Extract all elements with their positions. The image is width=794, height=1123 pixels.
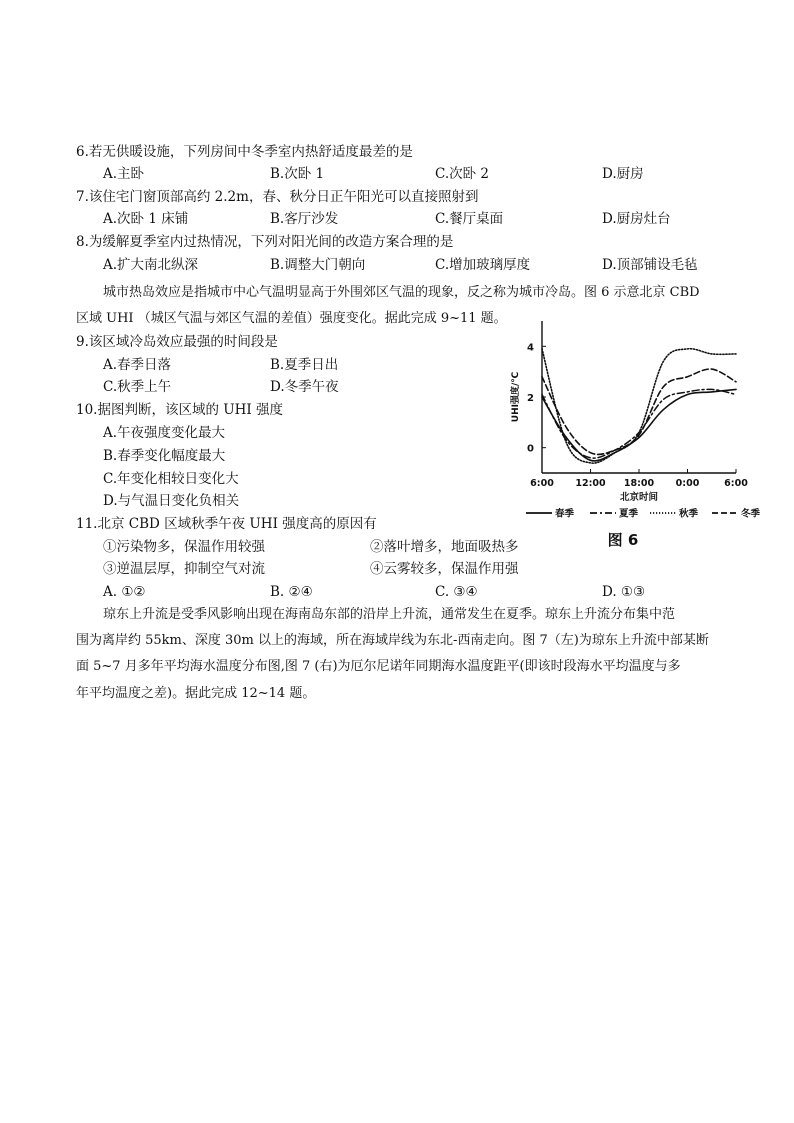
intro-upwelling-line-2: 围为离岸约 55km、深度 30m 以上的海域，所在海域岸线为东北-西南走向。图 7（左)为琼东上升流中部某断 [76,633,709,648]
figure-caption: 图 6 [607,531,639,549]
q11-item-4: ④云雾较多，保温作用强 [370,561,519,577]
q7-option-a: A.次卧 1 床铺 [103,211,189,227]
legend-label-1: 春季 [555,508,575,520]
q11-option-a: A. ①② [103,584,146,600]
intro-upwelling-line-3: 面 5~7 月多年平均海水温度分布图,图 7 (右)为厄尔尼诺年同期海水温度距平(即该时段海水平均温度与多 [76,659,681,674]
q9-option-c: C.秋季上午 [103,379,172,395]
q8-stem: 8.为缓解夏季室内过热情况，下列对阳光间的改造方案合理的是 [76,234,454,250]
intro-upwelling-line-4: 年平均温度之差)。据此完成 12~14 题。 [76,686,316,701]
legend-label-3: 秋季 [679,508,699,520]
q9-option-b: B.夏季日出 [270,357,339,373]
q6-option-c: C.次卧 2 [435,166,490,182]
q6-option-d: D.厨房 [602,166,644,182]
series-line-2 [542,389,736,458]
q11-option-d: D. ①③ [602,584,646,600]
series-line-4 [542,369,736,454]
intro-uhi-line-1: 城市热岛效应是指城市中心气温明显高于外围郊区气温的现象，反之称为城市冷岛。图 6 示意北京 CBD [103,285,700,300]
q10-option-b: B.春季变化幅度最大 [103,448,226,464]
q10-option-a: A.午夜强度变化最大 [103,425,226,441]
q8-option-c: C.增加玻璃厚度 [435,257,531,273]
q8-option-a: A.扩大南北纵深 [103,257,199,273]
y-axis-label: UHI强度/℃ [511,371,521,423]
x-axis-label: 北京时间 [619,492,659,503]
x-tick-label: 0:00 [675,478,700,489]
q11-option-c: C. ③④ [435,584,478,600]
x-tick-label: 12:00 [575,478,606,489]
q11-item-3: ③逆温层厚，抑制空气对流 [103,561,265,577]
q10-stem: 10.据图判断，该区域的 UHI 强度 [76,402,284,418]
q8-option-d: D.顶部铺设毛毡 [602,257,698,273]
intro-upwelling-line-1: 琼东上升流是受季风影响出现在海南岛东部的沿岸上升流，通常发生在夏季。琼东上升流分布集中范 [103,607,676,622]
y-tick-label: 0 [527,443,534,455]
series-line-1 [542,389,736,461]
q7-option-c: C.餐厅桌面 [435,211,504,227]
uhi-chart [504,313,780,553]
legend-label-2: 夏季 [619,508,639,520]
q6-option-b: B.次卧 1 [270,166,325,182]
q10-option-d: D.与气温日变化负相关 [103,493,240,509]
q6-stem: 6.若无供暖设施，下列房间中冬季室内热舒适度最差的是 [76,144,413,160]
x-tick-label: 18:00 [623,478,655,489]
y-tick-label: 2 [527,393,534,404]
q11-stem: 11.北京 CBD 区域秋季午夜 UHI 强度高的原因有 [76,516,377,532]
q9-option-d: D.冬季午夜 [270,379,339,395]
q7-stem: 7.该住宅门窗顶部高约 2.2m，春、秋分日正午阳光可以直接照射到 [76,189,479,205]
q11-item-2: ②落叶增多，地面吸热多 [370,539,519,555]
q11-option-b: B. ②④ [270,584,313,600]
q7-option-b: B.客厅沙发 [270,211,339,227]
x-tick-label: 6:00 [724,478,748,489]
q11-item-1: ①污染物多，保温作用较强 [103,539,265,555]
x-tick-label: 6:00 [530,478,554,489]
intro-uhi-line-2: 区域 UHI （城区气温与郊区气温的差值）强度变化。据此完成 9~11 题。 [76,311,507,326]
q10-option-c: C.年变化相较日变化大 [103,471,239,487]
q7-option-d: D.厨房灶台 [602,211,671,227]
legend-label-4: 冬季 [741,508,761,520]
q9-stem: 9.该区域冷岛效应最强的时间段是 [76,334,278,350]
q9-option-a: A.春季日落 [103,357,172,373]
figure-6 [504,313,780,553]
y-tick-label: 4 [527,342,534,354]
q6-option-a: A.主卧 [103,166,145,182]
q8-option-b: B.调整大门朝向 [270,257,366,273]
